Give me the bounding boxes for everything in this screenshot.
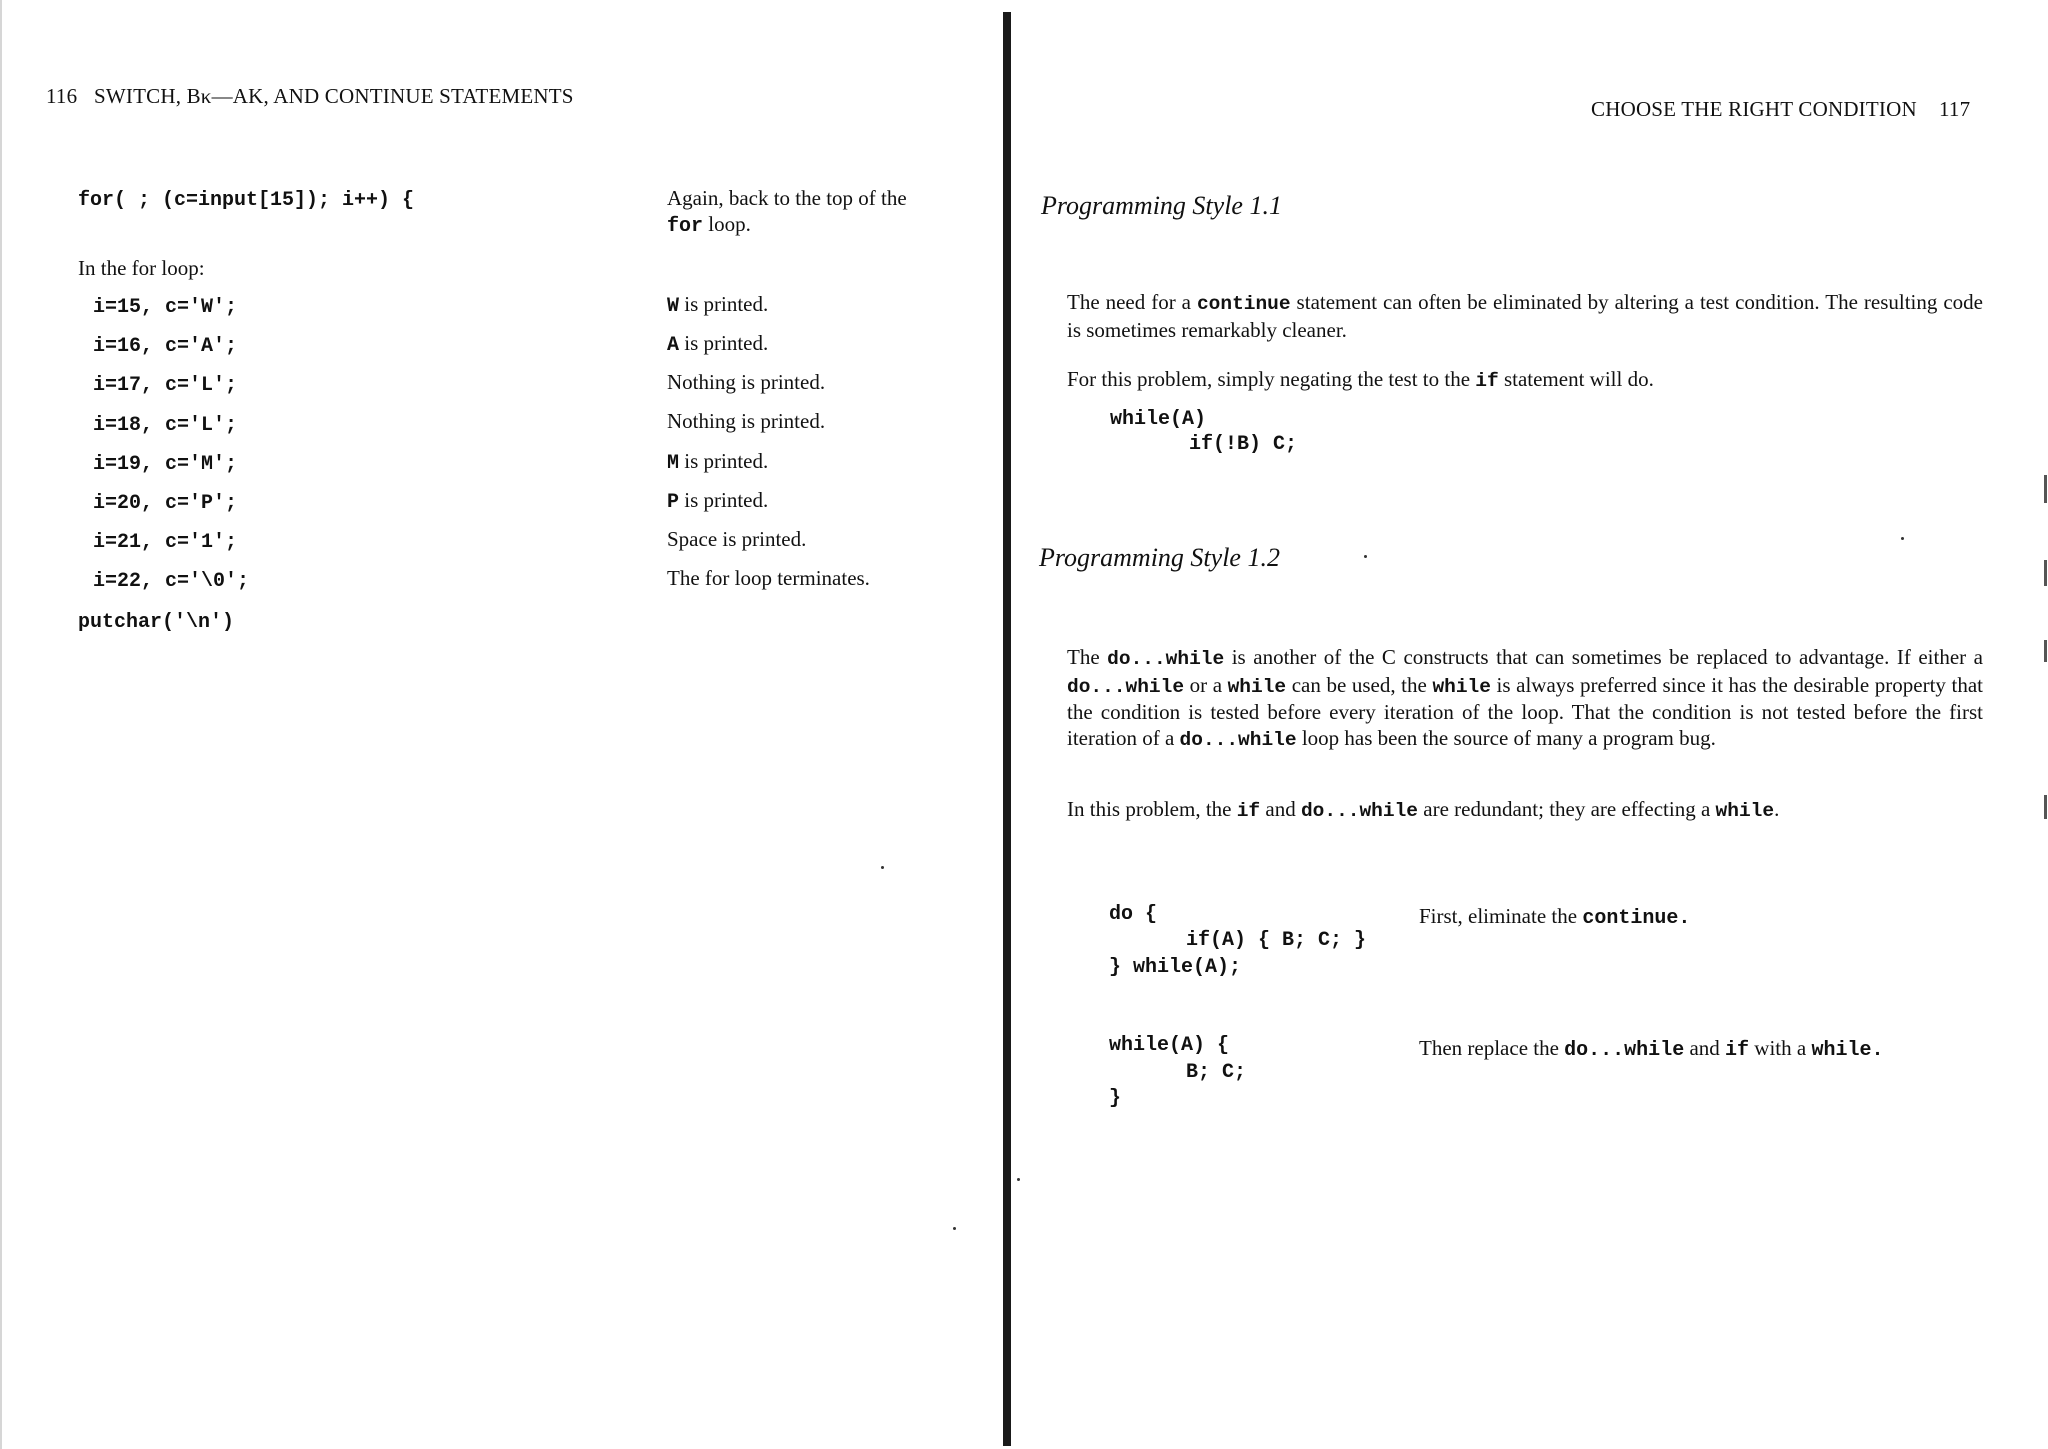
trace-note: W is printed. [667, 292, 769, 318]
right-page [1012, 0, 2048, 1449]
section-heading-1-1: Programming Style 1.1 [1041, 191, 1282, 220]
code-b-c: B; C; [1186, 1061, 1247, 1084]
trace-note: Nothing is printed. [667, 370, 826, 394]
trace-code: i=15, c='W'; [93, 296, 238, 319]
scan-mark [2044, 560, 2047, 586]
trace-code: i=18, c='L'; [93, 414, 238, 437]
in-the-for-loop-label: In the for loop: [78, 256, 205, 280]
trace-code: i=17, c='L'; [93, 374, 238, 397]
scan-speck [953, 1227, 956, 1230]
trace-code: i=20, c='P'; [93, 492, 238, 515]
trace-note: The for loop terminates. [667, 566, 870, 590]
trace-note: P is printed. [667, 488, 769, 514]
scan-speck [1901, 537, 1904, 540]
block2-note: Then replace the do...while and if with a while. [1419, 1036, 1884, 1062]
code-if-not-b: if(!B) C; [1189, 433, 1298, 456]
code-if-a-b-c: if(A) { B; C; } [1186, 929, 1367, 952]
code-while-open: while(A) { [1109, 1034, 1230, 1057]
right-running-head: CHOOSE THE RIGHT CONDITION [1591, 97, 1917, 121]
scan-speck [1017, 1178, 1020, 1181]
note-for-line1: Again, back to the top of the [667, 186, 907, 210]
scan-mark [2044, 640, 2047, 662]
code-putchar: putchar('\n') [78, 611, 235, 634]
style-1-1-paragraph: The need for a continue statement can often be eliminated by altering a test condition. The resulting code is sometimes remarkably cleaner. [1067, 290, 1983, 342]
left-page-number: 116 [46, 84, 78, 108]
block1-note: First, eliminate the continue. [1419, 904, 1691, 930]
code-for-loop: for( ; (c=input[15]); i++) { [78, 189, 415, 212]
trace-note: M is printed. [667, 449, 769, 475]
code-while-a: while(A) [1110, 408, 1207, 431]
trace-note: Nothing is printed. [667, 409, 826, 433]
trace-code: i=16, c='A'; [93, 335, 238, 358]
code-do-close: } while(A); [1109, 956, 1242, 979]
trace-note: Space is printed. [667, 527, 807, 551]
trace-note: A is printed. [667, 331, 769, 357]
trace-code: i=19, c='M'; [93, 453, 238, 476]
section-heading-1-2: Programming Style 1.2 [1039, 543, 1280, 572]
code-do-open: do { [1109, 903, 1158, 926]
code-while-close: } [1109, 1087, 1122, 1110]
trace-code: i=22, c='\0'; [93, 570, 250, 593]
right-page-number: 117 [1939, 97, 1971, 121]
left-page [0, 0, 1000, 1449]
trace-code: i=21, c='1'; [93, 531, 238, 554]
style-1-1-paragraph: For this problem, simply negating the test to the if statement will do. [1067, 367, 1654, 392]
scan-mark [2044, 795, 2047, 819]
note-for-line2: for loop. [667, 212, 751, 238]
book-spine [1003, 12, 1011, 1446]
left-running-head: SWITCH, Bκ—AK, AND CONTINUE STATEMENTS [94, 84, 574, 108]
style-1-2-paragraph: The do...while is another of the C constructs that can sometimes be replaced to advantage. If either a do...while or a while can be used, the while is always preferred since it has the desirable property that the condition is tested before every iteration of the loop. That the condition is not tested before the first iteration of a do...while loop has been the source of many a program bug. [1067, 645, 1983, 751]
scan-speck [881, 866, 884, 869]
scan-mark [2044, 475, 2047, 503]
style-1-2-paragraph: In this problem, the if and do...while are redundant; they are effecting a while. [1067, 797, 1780, 822]
scan-speck [1364, 555, 1367, 558]
